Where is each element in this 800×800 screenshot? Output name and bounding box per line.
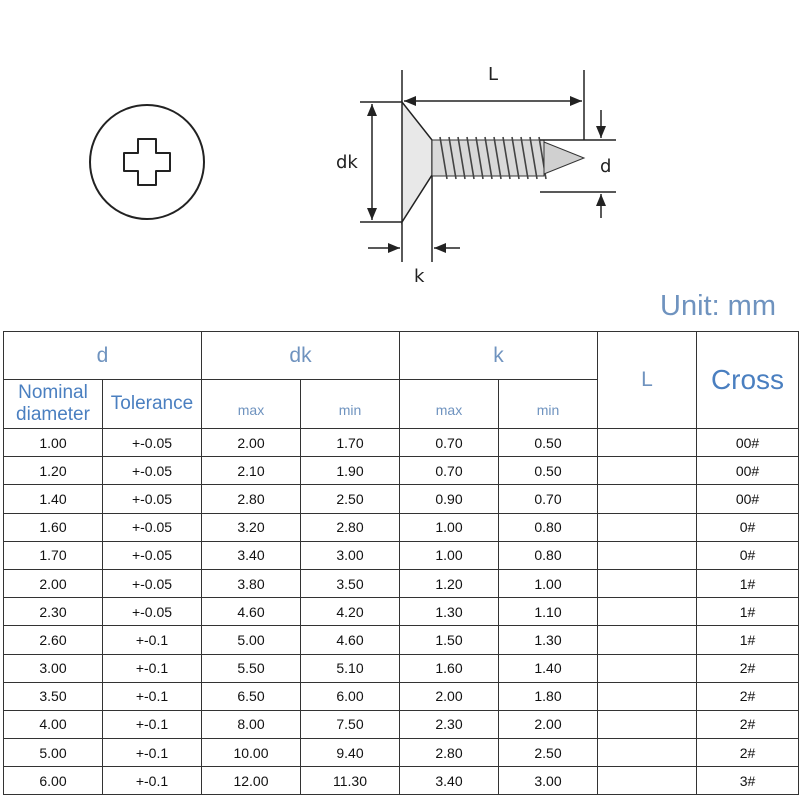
cell-cross: 0#	[697, 513, 799, 541]
table-row	[4, 429, 799, 457]
cell-dk-min: 2.80	[301, 513, 400, 541]
cell-tolerance: +-0.05	[103, 569, 202, 597]
cell-L	[598, 598, 697, 626]
cell-dk-max: 2.10	[202, 457, 301, 485]
cell-k-max: 2.30	[400, 710, 499, 738]
cell-nominal: 3.00	[4, 654, 103, 682]
cell-k-max: 2.00	[400, 682, 499, 710]
cell-k-min: 2.50	[499, 739, 598, 767]
label-d: d	[600, 156, 612, 177]
screw-side-view	[402, 102, 584, 222]
cell-cross: 3#	[697, 767, 799, 795]
cell-k-min: 3.00	[499, 767, 598, 795]
cell-k-min: 0.70	[499, 485, 598, 513]
header-k: k	[400, 332, 598, 380]
cell-tolerance: +-0.05	[103, 513, 202, 541]
cell-L	[598, 429, 697, 457]
header-k-min: min	[499, 380, 598, 429]
cell-dk-max: 4.60	[202, 598, 301, 626]
cell-k-min: 1.10	[499, 598, 598, 626]
cell-cross: 00#	[697, 457, 799, 485]
header-cross: Cross	[697, 332, 799, 429]
cell-dk-min: 4.20	[301, 598, 400, 626]
cell-L	[598, 513, 697, 541]
cell-L	[598, 626, 697, 654]
cell-tolerance: +-0.05	[103, 598, 202, 626]
dimension-L	[402, 64, 584, 140]
cell-nominal: 1.40	[4, 485, 103, 513]
cell-cross: 1#	[697, 626, 799, 654]
cell-k-max: 2.80	[400, 739, 499, 767]
cell-dk-min: 5.10	[301, 654, 400, 682]
cell-nominal: 2.30	[4, 598, 103, 626]
dimension-dk	[336, 102, 402, 222]
cell-k-min: 0.80	[499, 513, 598, 541]
cell-k-max: 1.50	[400, 626, 499, 654]
cell-k-min: 1.00	[499, 569, 598, 597]
cell-dk-max: 3.80	[202, 569, 301, 597]
cell-k-max: 0.70	[400, 429, 499, 457]
cell-L	[598, 767, 697, 795]
header-dk: dk	[202, 332, 400, 380]
cell-cross: 2#	[697, 710, 799, 738]
cell-L	[598, 710, 697, 738]
cell-dk-min: 4.60	[301, 626, 400, 654]
cell-tolerance: +-0.05	[103, 541, 202, 569]
header-dk-min: min	[301, 380, 400, 429]
cell-dk-min: 6.00	[301, 682, 400, 710]
cell-dk-max: 8.00	[202, 710, 301, 738]
cell-nominal: 3.50	[4, 682, 103, 710]
cell-tolerance: +-0.1	[103, 710, 202, 738]
cell-dk-max: 5.00	[202, 626, 301, 654]
cell-k-min: 0.80	[499, 541, 598, 569]
cell-tolerance: +-0.1	[103, 767, 202, 795]
cell-nominal: 6.00	[4, 767, 103, 795]
cell-dk-min: 7.50	[301, 710, 400, 738]
cell-nominal: 1.70	[4, 541, 103, 569]
cell-k-min: 0.50	[499, 429, 598, 457]
cell-k-min: 1.30	[499, 626, 598, 654]
table-row	[4, 654, 799, 682]
cell-L	[598, 541, 697, 569]
cell-tolerance: +-0.1	[103, 654, 202, 682]
table-row	[4, 569, 799, 597]
cell-cross: 2#	[697, 739, 799, 767]
cell-L	[598, 569, 697, 597]
table-row	[4, 739, 799, 767]
cell-k-max: 1.30	[400, 598, 499, 626]
cell-tolerance: +-0.1	[103, 682, 202, 710]
header-d: d	[4, 332, 202, 380]
cell-tolerance: +-0.1	[103, 626, 202, 654]
label-L: L	[488, 64, 499, 85]
cell-dk-min: 11.30	[301, 767, 400, 795]
cell-dk-max: 3.40	[202, 541, 301, 569]
spec-table	[3, 331, 799, 795]
cell-tolerance: +-0.1	[103, 739, 202, 767]
cell-cross: 1#	[697, 569, 799, 597]
cell-k-max: 1.00	[400, 513, 499, 541]
cell-k-min: 1.80	[499, 682, 598, 710]
table-row	[4, 710, 799, 738]
cell-k-max: 3.40	[400, 767, 499, 795]
header-tolerance: Tolerance	[103, 380, 202, 429]
cell-L	[598, 739, 697, 767]
cell-cross: 2#	[697, 654, 799, 682]
cell-dk-max: 12.00	[202, 767, 301, 795]
cell-cross: 2#	[697, 682, 799, 710]
cell-cross: 1#	[697, 598, 799, 626]
cell-k-max: 0.90	[400, 485, 499, 513]
cell-dk-min: 3.00	[301, 541, 400, 569]
cell-dk-max: 2.80	[202, 485, 301, 513]
label-k: k	[414, 266, 425, 287]
cell-dk-min: 1.70	[301, 429, 400, 457]
cell-nominal: 4.00	[4, 710, 103, 738]
header-k-max: max	[400, 380, 499, 429]
table-row	[4, 626, 799, 654]
table-row	[4, 513, 799, 541]
cell-k-max: 1.60	[400, 654, 499, 682]
cell-L	[598, 654, 697, 682]
table-row	[4, 767, 799, 795]
cell-dk-max: 2.00	[202, 429, 301, 457]
cell-k-max: 1.20	[400, 569, 499, 597]
cell-k-min: 2.00	[499, 710, 598, 738]
cell-cross: 00#	[697, 485, 799, 513]
table-row	[4, 598, 799, 626]
phillips-head-icon	[90, 105, 204, 219]
cell-k-max: 0.70	[400, 457, 499, 485]
cell-nominal: 5.00	[4, 739, 103, 767]
cell-k-min: 0.50	[499, 457, 598, 485]
cell-cross: 0#	[697, 541, 799, 569]
table-row	[4, 682, 799, 710]
cell-nominal: 2.60	[4, 626, 103, 654]
label-dk: dk	[336, 152, 358, 173]
cell-tolerance: +-0.05	[103, 485, 202, 513]
cell-nominal: 2.00	[4, 569, 103, 597]
cell-cross: 00#	[697, 429, 799, 457]
cell-L	[598, 485, 697, 513]
cell-nominal: 1.00	[4, 429, 103, 457]
cell-dk-max: 10.00	[202, 739, 301, 767]
cell-dk-min: 2.50	[301, 485, 400, 513]
header-dk-max: max	[202, 380, 301, 429]
table-row	[4, 457, 799, 485]
cell-dk-max: 5.50	[202, 654, 301, 682]
cell-L	[598, 682, 697, 710]
cell-dk-min: 9.40	[301, 739, 400, 767]
cell-nominal: 1.20	[4, 457, 103, 485]
screw-diagram	[0, 0, 800, 300]
table-row	[4, 541, 799, 569]
cell-dk-min: 3.50	[301, 569, 400, 597]
cell-k-min: 1.40	[499, 654, 598, 682]
cell-tolerance: +-0.05	[103, 457, 202, 485]
header-nominal-diameter: Nominal diameter	[4, 380, 103, 429]
cell-dk-max: 6.50	[202, 682, 301, 710]
cell-nominal: 1.60	[4, 513, 103, 541]
cell-dk-max: 3.20	[202, 513, 301, 541]
cell-L	[598, 457, 697, 485]
cell-k-max: 1.00	[400, 541, 499, 569]
table-row	[4, 485, 799, 513]
cell-tolerance: +-0.05	[103, 429, 202, 457]
unit-label: Unit: mm	[660, 290, 776, 322]
cell-dk-min: 1.90	[301, 457, 400, 485]
header-L: L	[598, 332, 697, 429]
